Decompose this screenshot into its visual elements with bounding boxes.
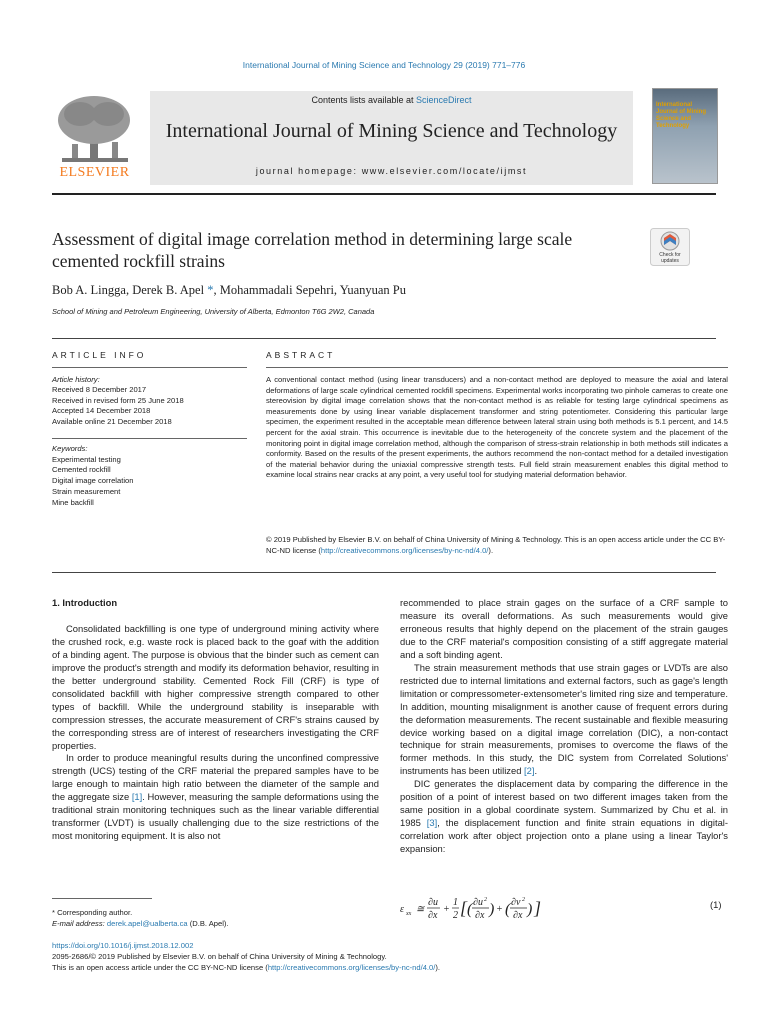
svg-text:∂x: ∂x <box>513 910 523 921</box>
keywords-label: Keywords: <box>52 444 88 453</box>
info-rule <box>52 367 247 368</box>
article-title: Assessment of digital image correlation method in determining large scale cemented rockfill strains <box>52 229 573 271</box>
keyword: Strain measurement <box>52 486 121 496</box>
svg-text:∂u: ∂u <box>473 897 483 908</box>
svg-text:updates: updates <box>661 258 679 264</box>
cover-title: International Journal of Mining Science and Technology <box>656 102 706 129</box>
svg-text:2: 2 <box>453 910 458 921</box>
journal-citation[interactable]: International Journal of Mining Science and Technology 29 (2019) 771–776 <box>242 60 526 70</box>
svg-text:(: ( <box>505 901 511 918</box>
sciencedirect-link[interactable]: ScienceDirect <box>416 95 472 105</box>
footnote-rule <box>52 898 152 899</box>
history-label: Article history: <box>52 375 100 384</box>
keywords-rule <box>52 438 247 439</box>
svg-text:∂x: ∂x <box>428 910 438 921</box>
svg-text:1: 1 <box>453 897 458 908</box>
authors-rest: , Mohammadali Sepehri, Yuanyuan Pu <box>213 283 407 297</box>
svg-text:xx: xx <box>406 911 412 917</box>
reference-link[interactable]: [1] <box>131 791 143 803</box>
elsevier-wordmark: ELSEVIER <box>59 165 130 180</box>
paragraph-text: In order to produce meaningful results during the unconfined compressive strength (UCS) testing of the CRF material the prepared samples have to be large enough to maintain high ratio between the diameter of the sample and the aggregate size <box>52 752 379 803</box>
svg-text:≅: ≅ <box>416 904 425 915</box>
publication-info <box>52 940 440 973</box>
article-info-heading: ARTICLE INFO <box>52 350 147 360</box>
corresponding-author-link[interactable]: * <box>204 283 214 297</box>
keyword: Cemented rockfill <box>52 465 111 475</box>
journal-title: International Journal of Mining Science and Technology <box>165 120 618 142</box>
svg-text:2: 2 <box>484 897 487 903</box>
body-column-right <box>400 597 728 856</box>
doi-link[interactable]: https://doi.org/10.1016/j.ijmst.2018.12.002 <box>52 941 194 950</box>
paragraph-text: The strain measurement methods that use strain gages or LVDTs are also restricted due to internal limitations and external factors, such as gage's length limitation or compressometer-extensometer's limited ring size and temperature. In addition, mounting misalignment is another cause of frequent errors during the deformation measurements. The recent sustainable and flexible measuring device working based on a digital image correlation (DIC), a non-contact technique for strain measurements, promises to overcome the flaws of the former methods. In this study, the DIC system from Correlated Solutions' instruments has been utilized <box>400 661 728 777</box>
article-history <box>52 375 184 427</box>
contents-line <box>150 95 633 105</box>
svg-text:+: + <box>443 904 450 915</box>
journal-homepage[interactable]: journal homepage: www.elsevier.com/locate/ijmst <box>255 166 528 176</box>
history-accepted: Accepted 14 December 2018 <box>52 406 151 416</box>
equation-1 <box>400 894 560 924</box>
svg-text:∂x: ∂x <box>475 910 485 921</box>
email-label: E-mail address: <box>52 919 107 928</box>
paragraph <box>400 778 728 856</box>
paragraph: recommended to place strain gages on the surface of a CRF sample to measure its overall deformations. As such measurements would give erroneous results that highly depend on the placement of the strain gauges due to the CRF material's composition consisting of a stiff aggregate material and a soft binding agent. <box>400 597 728 660</box>
body-column-left <box>52 597 379 843</box>
paragraph-text: . <box>534 765 538 777</box>
paragraph <box>52 752 379 843</box>
abstract-heading: ABSTRACT <box>266 350 336 360</box>
affiliation: School of Mining and Petroleum Engineering, University of Alberta, Edmonton T6G 2W2, Canada <box>52 307 375 316</box>
svg-text:): ) <box>489 901 495 918</box>
svg-text:(: ( <box>467 901 473 918</box>
history-received: Received 8 December 2017 <box>52 385 147 395</box>
header-rule <box>52 193 716 195</box>
svg-text:ε: ε <box>400 904 404 915</box>
abstract-text: A conventional contact method (using linear transducers) and a non-contact method are deployed to measure the axial and lateral deformations of large scale cylindrical cemented rockfill specimens. Experimental works incorporating two pinhole cameras to create one stereovision by digital image correlation shows that the non-contact method is as reliable for testing large cylindrical specimens as measurements done by using linear variable displacement transformer and string potentiometer. Considering this particular large specimen, the experiment resulted in the acceptable mean difference between lateral strain using both methods is 5.1 percent, and 14.5 percent for the axial strain. This occurrence is inevitable due to the heterogeneity of the concrete system and the placement of the monitoring point in digital image correlation method, although the comparison of stress-strain relationship in both methods still indicates a conformity. Based on the results of the present experiments, the authors recommend the non-contact method for a detailed investigation of the material behavior during the uniaxial compressive strength tests. Full field strain measurement enables this digital method to examine local strains near cracks at any point, a very useful tool for studying material deformation behavior. <box>266 375 728 480</box>
corresponding-author-note: * Corresponding author. <box>52 908 133 917</box>
section-heading: 1. Introduction <box>52 597 118 608</box>
keyword: Digital image correlation <box>52 476 134 486</box>
keyword: Mine backfill <box>52 497 94 507</box>
svg-text:∂v: ∂v <box>511 897 521 908</box>
author-list <box>52 283 406 298</box>
license-link[interactable]: http://creativecommons.org/licenses/by-nc-nd/4.0/ <box>320 545 489 555</box>
paragraph-text: . However, measuring the sample deformations using the traditional strain monitoring techniques such as the linear variable differential transformer (LVDT) is usually challenging due to the size restrictions of the most monitoring equipment. It is also not <box>52 791 379 842</box>
crossmark-icon[interactable] <box>650 228 690 266</box>
email-suffix: (D.B. Apel). <box>187 919 229 928</box>
copyright-text: © 2019 Published by Elsevier B.V. on behalf of China University of Mining & Technology. This is an open access article under the CC BY-NC-ND license ( <box>266 535 726 555</box>
history-online: Available online 21 December 2018 <box>52 416 172 426</box>
email-link[interactable]: derek.apel@ualberta.ca <box>106 919 188 928</box>
svg-text:∂u: ∂u <box>428 897 438 908</box>
reference-link[interactable]: [3] <box>426 817 438 829</box>
copyright-end: ). <box>488 545 494 555</box>
paragraph: Consolidated backfilling is one type of underground mining activity where the crushed rock, e.g. waste rock is placed back to the goaf with the addition of a binding agent. The purpose is obvious that the binder such as cement can improve the product's strength and modify its deformation behavior, resulting in the better underground stability. Cemented Rock Fill (CRF) is type of consolidated backfill with higher compressive strength compared to other types of backfill. While the underground stability is inseparable with compression stresses, the accurate measurement of CRF's strains caused by the corresponding stress are of interest of researchers investigating the CRF properties. <box>52 622 379 751</box>
abstract-rule <box>266 367 728 368</box>
paragraph <box>400 662 728 779</box>
issn-line: 2095-2686/© 2019 Published by Elsevier B.V. on behalf of China University of Mining & Technology. <box>52 952 387 961</box>
svg-text:]: ] <box>534 898 542 918</box>
authors-first: Bob A. Lingga, Derek B. Apel <box>52 283 205 297</box>
section-rule <box>52 338 716 339</box>
svg-text:[: [ <box>460 898 468 918</box>
section-rule <box>52 572 716 573</box>
paragraph-text: DIC generates the displacement data by comparing the difference in the position of a point of interest based on two different images taken from the same position in a global coordinate system. Summarized by Chu et al. in 1985 <box>400 778 728 829</box>
footnote <box>52 907 229 929</box>
keywords <box>52 444 133 508</box>
license-text: This is an open access article under the CC BY-NC-ND license ( <box>52 963 268 972</box>
license-link[interactable]: http://creativecommons.org/licenses/by-nc-nd/4.0/ <box>267 963 436 972</box>
paragraph-text: , the displacement function and finite strain equations in digital-correlation work after object projection onto a plane using a linear Taylor's expansion: <box>400 817 728 855</box>
history-revised: Received in revised form 25 June 2018 <box>52 395 184 405</box>
svg-text:+: + <box>496 904 503 915</box>
abstract-copyright <box>266 535 728 556</box>
reference-link[interactable]: [2] <box>524 765 535 777</box>
equation-number: (1) <box>710 899 722 910</box>
svg-text:2: 2 <box>522 897 525 903</box>
contents-prefix: Contents lists available at <box>311 95 417 105</box>
license-end: ). <box>435 963 441 972</box>
keyword: Experimental testing <box>52 454 121 464</box>
svg-text:Check for: Check for <box>659 252 681 258</box>
svg-text:): ) <box>527 901 533 918</box>
